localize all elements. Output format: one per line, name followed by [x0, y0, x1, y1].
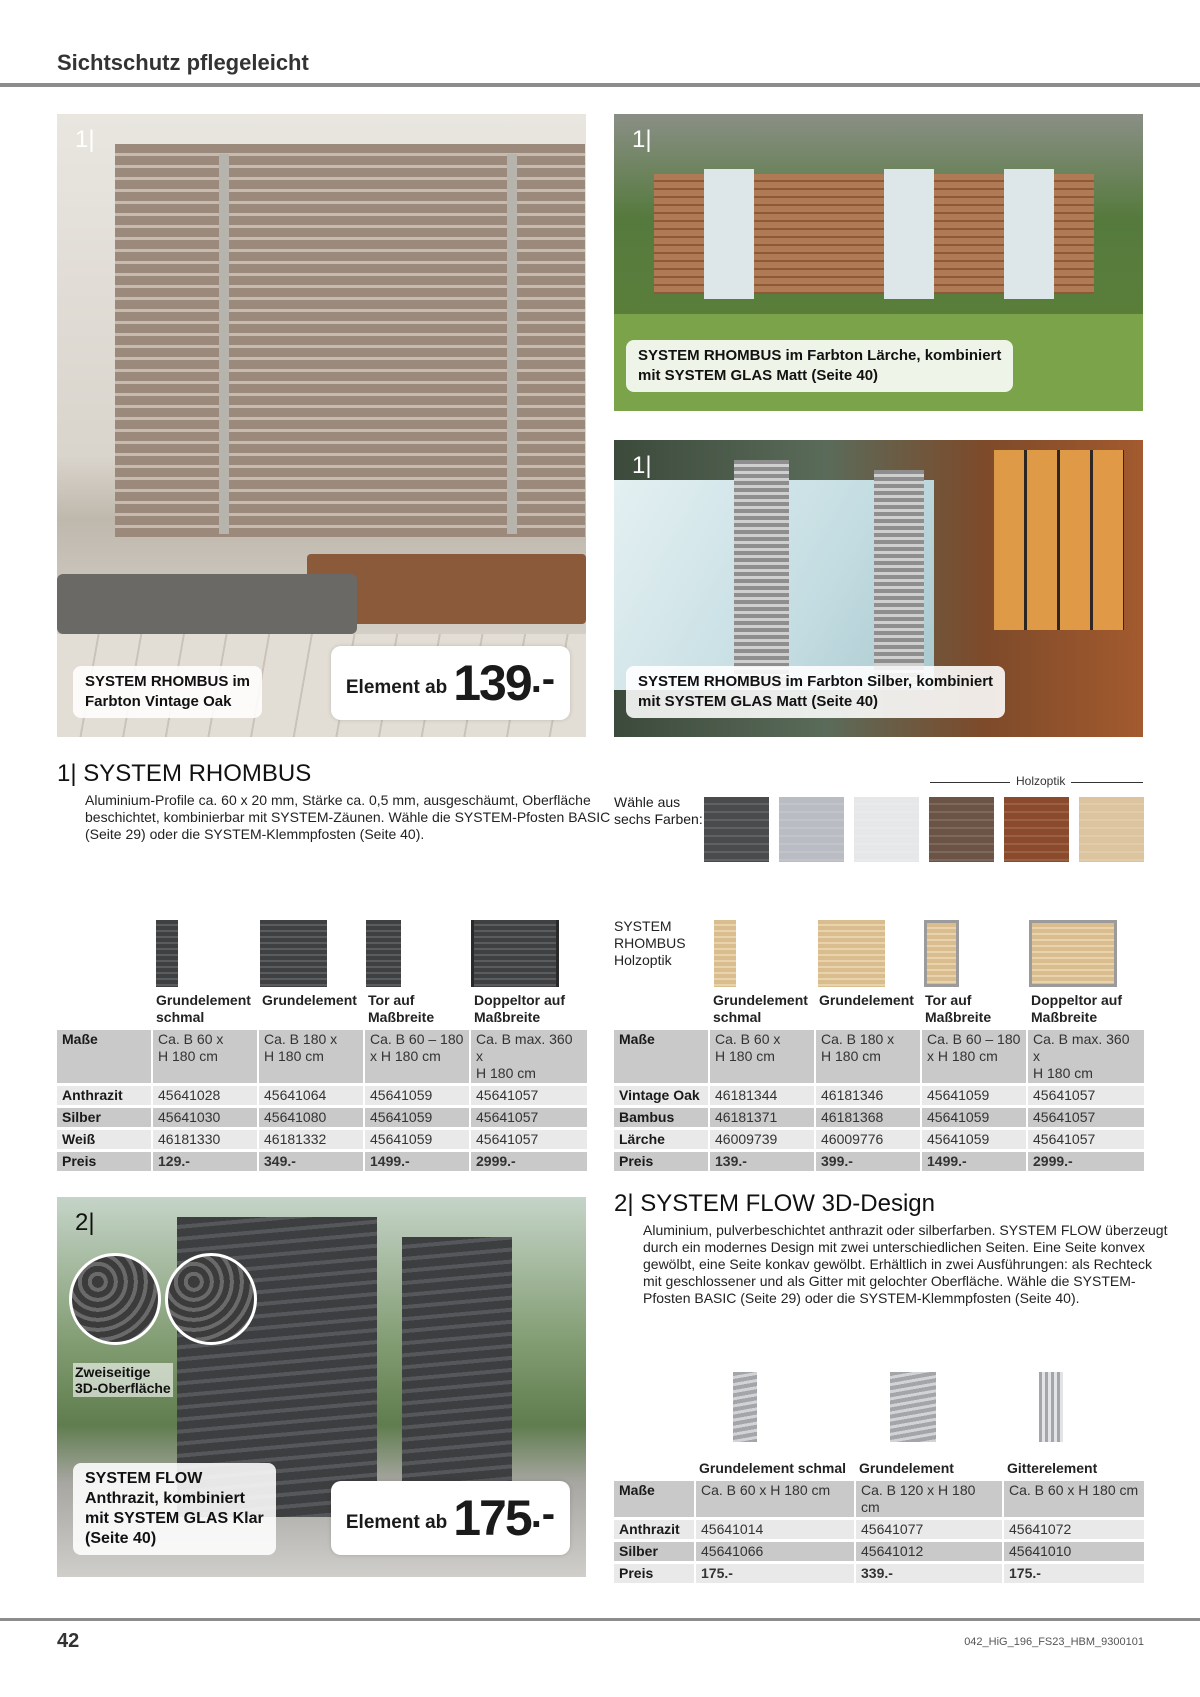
- colors-label: [614, 794, 703, 828]
- photo-caption: [626, 666, 1005, 718]
- article-number: 45641014: [694, 1520, 854, 1539]
- caption-line: (Seite 40): [85, 1530, 157, 1547]
- title-line: RHOMBUS: [614, 935, 686, 951]
- product-thumb-grundelement: [260, 920, 327, 987]
- price-prefix: Element ab: [345, 677, 448, 698]
- article-number: 46181344: [708, 1086, 814, 1105]
- article-number: 45641057: [469, 1108, 587, 1127]
- caption-line: SYSTEM RHOMBUS im Farbton Lärche, kombiniert: [638, 347, 1002, 364]
- photo-rhombus-silber: [614, 440, 1143, 737]
- article-number: 45641080: [257, 1108, 363, 1127]
- title-line: Holzoptik: [614, 952, 672, 968]
- holzoptik-table-title: [614, 918, 686, 969]
- color-swatch: [929, 797, 994, 862]
- price-cell: 2999.-: [469, 1152, 587, 1171]
- col-header: Tor auf: [368, 992, 415, 1008]
- col-header: Maßbreite: [925, 1009, 992, 1025]
- glass-panel: [1004, 169, 1054, 299]
- spec-table-rhombus: [57, 988, 587, 1174]
- color-swatch: [779, 797, 844, 862]
- row-label: Maße: [614, 1030, 708, 1083]
- sofa-image: [57, 574, 357, 634]
- price-cell: 399.-: [814, 1152, 920, 1171]
- masse-cell: Ca. B 60 x H 180 cm: [1002, 1481, 1144, 1517]
- article-number: 45641064: [257, 1086, 363, 1105]
- price-cell: 175.-: [1002, 1564, 1144, 1583]
- product-thumb-tor: [366, 920, 401, 987]
- product-number: 1|: [632, 452, 652, 479]
- masse-cell: x H 180 cm: [370, 1048, 441, 1064]
- row-label: Anthrazit: [57, 1086, 151, 1105]
- row-label: Preis: [614, 1564, 694, 1583]
- article-number: 45641057: [469, 1086, 587, 1105]
- masse-cell: H 180 cm: [715, 1048, 775, 1064]
- title-line: SYSTEM: [614, 918, 672, 934]
- product-thumb-doppeltor: [471, 920, 559, 987]
- caption-line: SYSTEM RHOMBUS im: [85, 673, 251, 690]
- article-number: 45641030: [151, 1108, 257, 1127]
- row-label: Preis: [614, 1152, 708, 1171]
- photo-caption: [626, 340, 1013, 392]
- price-cell: 139.-: [708, 1152, 814, 1171]
- fence-post: [507, 154, 517, 534]
- product-thumb-grundelement-schmal: [156, 920, 178, 987]
- page-code: 042_HiG_196_FS23_HBM_9300101: [964, 1636, 1144, 1648]
- caption-line: mit SYSTEM GLAS Klar: [85, 1510, 264, 1527]
- colors-label-line: sechs Farben:: [614, 811, 703, 827]
- article-number: 45641077: [854, 1520, 1002, 1539]
- price-cell: 175.-: [694, 1564, 854, 1583]
- masse-cell: Ca. B max. 360 x: [1033, 1031, 1130, 1064]
- price-cell: 1499.-: [920, 1152, 1026, 1171]
- fence-slats: [874, 470, 924, 690]
- article-number: 45641066: [694, 1542, 854, 1561]
- article-number: 46181371: [708, 1108, 814, 1127]
- col-header: Grundelement: [262, 992, 357, 1008]
- body-line: (Seite 29) oder die SYSTEM-Klemmpfosten (Seite 40).: [85, 826, 425, 842]
- price-prefix: Element ab: [345, 1512, 448, 1533]
- body-line: Pfosten BASIC (Seite 29) oder die SYSTEM-Klemmpfosten (Seite 40).: [643, 1290, 1080, 1306]
- article-number: 45641057: [469, 1130, 587, 1149]
- col-header: Grundelement: [819, 992, 914, 1008]
- page-title: Sichtschutz pflegeleicht: [57, 50, 309, 75]
- glass-panel: [704, 169, 754, 299]
- surface-badge: [73, 1363, 173, 1397]
- article-number: 45641072: [1002, 1520, 1144, 1539]
- col-header: Grundelement: [713, 992, 808, 1008]
- body-line: durch ein modernes Design mit zwei unterschiedlichen Seiten. Eine Seite konvex: [643, 1239, 1145, 1255]
- fence-panel: [402, 1237, 512, 1487]
- row-label: Maße: [57, 1030, 151, 1083]
- product-number: 1|: [632, 126, 652, 153]
- article-number: 46181368: [814, 1108, 920, 1127]
- caption-line: mit SYSTEM GLAS Matt (Seite 40): [638, 693, 879, 710]
- price-cell: 129.-: [151, 1152, 257, 1171]
- body-line: mit geschlossener und als Gitter mit gelochter Oberfläche. Wähle die SYSTEM-: [643, 1273, 1136, 1289]
- price-cell: 2999.-: [1026, 1152, 1144, 1171]
- article-number: 45641059: [920, 1086, 1026, 1105]
- product-thumb-tor: [924, 920, 959, 987]
- holzoptik-label: Holzoptik: [1010, 774, 1071, 788]
- body-line: gewölbt, eine Seite konkav gewölbt. Erhältlich in zwei Ausführungen: als Rechteck: [643, 1256, 1152, 1272]
- top-rule: [0, 83, 1200, 87]
- section-body-flow: [643, 1222, 1167, 1307]
- masse-cell: Ca. B 180 x: [821, 1031, 895, 1047]
- body-line: Aluminium-Profile ca. 60 x 20 mm, Stärke ca. 0,5 mm, ausgeschäumt, Oberfläche: [85, 792, 591, 808]
- article-number: 45641028: [151, 1086, 257, 1105]
- fence-slats: [734, 460, 789, 690]
- article-number: 45641059: [920, 1108, 1026, 1127]
- row-label: Preis: [57, 1152, 151, 1171]
- product-number: 2|: [75, 1209, 95, 1236]
- product-thumb-grundelement: [818, 920, 885, 987]
- surface-detail-circle: [69, 1253, 161, 1345]
- fence-post: [219, 154, 229, 534]
- badge-line: Zweiseitige: [75, 1364, 151, 1380]
- body-line: Aluminium, pulverbeschichtet anthrazit oder silberfarben. SYSTEM FLOW überzeugt: [643, 1222, 1168, 1238]
- article-number: 46181330: [151, 1130, 257, 1149]
- masse-cell: Ca. B 60 – 180: [927, 1031, 1021, 1047]
- section-body-rhombus: [85, 792, 610, 843]
- col-header: Gitterelement: [1007, 1460, 1098, 1476]
- product-thumb-doppeltor: [1029, 920, 1117, 987]
- col-header: Doppeltor auf: [474, 992, 565, 1008]
- product-thumb-grundelement-schmal: [714, 920, 736, 987]
- spec-table-flow: [614, 1456, 1144, 1586]
- price-box: [331, 646, 570, 720]
- col-header: Maßbreite: [1031, 1009, 1098, 1025]
- col-header: schmal: [713, 1009, 762, 1025]
- article-number: 45641059: [363, 1086, 469, 1105]
- masse-cell: Ca. B 60 x H 180 cm: [694, 1481, 854, 1517]
- price-box: [331, 1481, 570, 1555]
- badge-line: 3D-Oberfläche: [75, 1380, 171, 1396]
- masse-cell: Ca. B 120 x H 180 cm: [854, 1481, 1002, 1517]
- article-number: 45641059: [363, 1108, 469, 1127]
- masse-cell: H 180 cm: [476, 1065, 536, 1081]
- col-header: Tor auf: [925, 992, 972, 1008]
- section-heading-rhombus: 1| SYSTEM RHOMBUS: [57, 760, 312, 787]
- color-swatch: [1079, 797, 1144, 862]
- price-amount: 175: [453, 1490, 531, 1546]
- body-line: beschichtet, kombinierbar mit SYSTEM-Zäunen. Wähle die SYSTEM-Pfosten BASIC: [85, 809, 611, 825]
- article-number: 45641059: [363, 1130, 469, 1149]
- article-number: 45641057: [1026, 1108, 1144, 1127]
- masse-cell: H 180 cm: [1033, 1065, 1093, 1081]
- row-label: Maße: [614, 1481, 694, 1517]
- masse-cell: x H 180 cm: [927, 1048, 998, 1064]
- col-header: Grundelement schmal: [699, 1460, 847, 1476]
- product-thumb-flow-grundelement: [890, 1372, 936, 1442]
- caption-line: SYSTEM RHOMBUS im Farbton Silber, kombiniert: [638, 673, 994, 690]
- caption-line: Farbton Vintage Oak: [85, 693, 232, 710]
- masse-cell: Ca. B 60 x: [158, 1031, 224, 1047]
- photo-rhombus-vintage-oak: [57, 114, 586, 737]
- caption-line: Anthrazit, kombiniert: [85, 1490, 246, 1507]
- col-header: Maßbreite: [474, 1009, 541, 1025]
- masse-cell: H 180 cm: [821, 1048, 881, 1064]
- caption-line: SYSTEM FLOW: [85, 1470, 203, 1487]
- photo-caption: [73, 666, 262, 718]
- masse-cell: Ca. B 60 – 180: [370, 1031, 464, 1047]
- price-cell: 349.-: [257, 1152, 363, 1171]
- masse-cell: Ca. B max. 360 x: [476, 1031, 573, 1064]
- row-label: Weiß: [57, 1130, 151, 1149]
- row-label: Bambus: [614, 1108, 708, 1127]
- row-label: Vintage Oak: [614, 1086, 708, 1105]
- row-label: Lärche: [614, 1130, 708, 1149]
- article-number: 46181346: [814, 1086, 920, 1105]
- spec-table-rhombus-holzoptik: [614, 988, 1144, 1174]
- col-header: Maßbreite: [368, 1009, 435, 1025]
- article-number: 46181332: [257, 1130, 363, 1149]
- article-number: 45641057: [1026, 1130, 1144, 1149]
- surface-detail-circle: [165, 1253, 257, 1345]
- masse-cell: Ca. B 60 x: [715, 1031, 781, 1047]
- color-swatch: [1004, 797, 1069, 862]
- page-number: 42: [57, 1630, 80, 1652]
- bottom-rule: [0, 1618, 1200, 1621]
- caption-line: mit SYSTEM GLAS Matt (Seite 40): [638, 367, 879, 384]
- col-header: Grundelement: [156, 992, 251, 1008]
- masse-cell: H 180 cm: [264, 1048, 324, 1064]
- product-number: 1|: [75, 126, 95, 153]
- masse-cell: H 180 cm: [158, 1048, 218, 1064]
- price-suffix: .-: [530, 656, 556, 701]
- row-label: Anthrazit: [614, 1520, 694, 1539]
- article-number: 46009739: [708, 1130, 814, 1149]
- article-number: 45641012: [854, 1542, 1002, 1561]
- photo-rhombus-laerche: [614, 114, 1143, 411]
- product-thumb-flow-gitter: [1039, 1372, 1063, 1442]
- masse-cell: Ca. B 180 x: [264, 1031, 338, 1047]
- article-number: 45641010: [1002, 1542, 1144, 1561]
- col-header: schmal: [156, 1009, 205, 1025]
- row-label: Silber: [614, 1542, 694, 1561]
- price-cell: 339.-: [854, 1564, 1002, 1583]
- color-swatch: [854, 797, 919, 862]
- article-number: 45641059: [920, 1130, 1026, 1149]
- article-number: 45641057: [1026, 1086, 1144, 1105]
- row-label: Silber: [57, 1108, 151, 1127]
- col-header: Doppeltor auf: [1031, 992, 1122, 1008]
- photo-caption: [73, 1463, 276, 1555]
- photo-flow-anthrazit: [57, 1197, 586, 1577]
- col-header: Grundelement: [859, 1460, 954, 1476]
- glass-panel: [884, 169, 934, 299]
- price-cell: 1499.-: [363, 1152, 469, 1171]
- color-swatch: [704, 797, 769, 862]
- product-thumb-flow-schmal: [733, 1372, 757, 1442]
- price-amount: 139: [453, 655, 531, 711]
- section-heading-flow: 2| SYSTEM FLOW 3D-Design: [614, 1190, 935, 1217]
- colors-label-line: Wähle aus: [614, 794, 681, 810]
- price-suffix: .-: [530, 1491, 556, 1536]
- article-number: 46009776: [814, 1130, 920, 1149]
- window-image: [994, 450, 1124, 630]
